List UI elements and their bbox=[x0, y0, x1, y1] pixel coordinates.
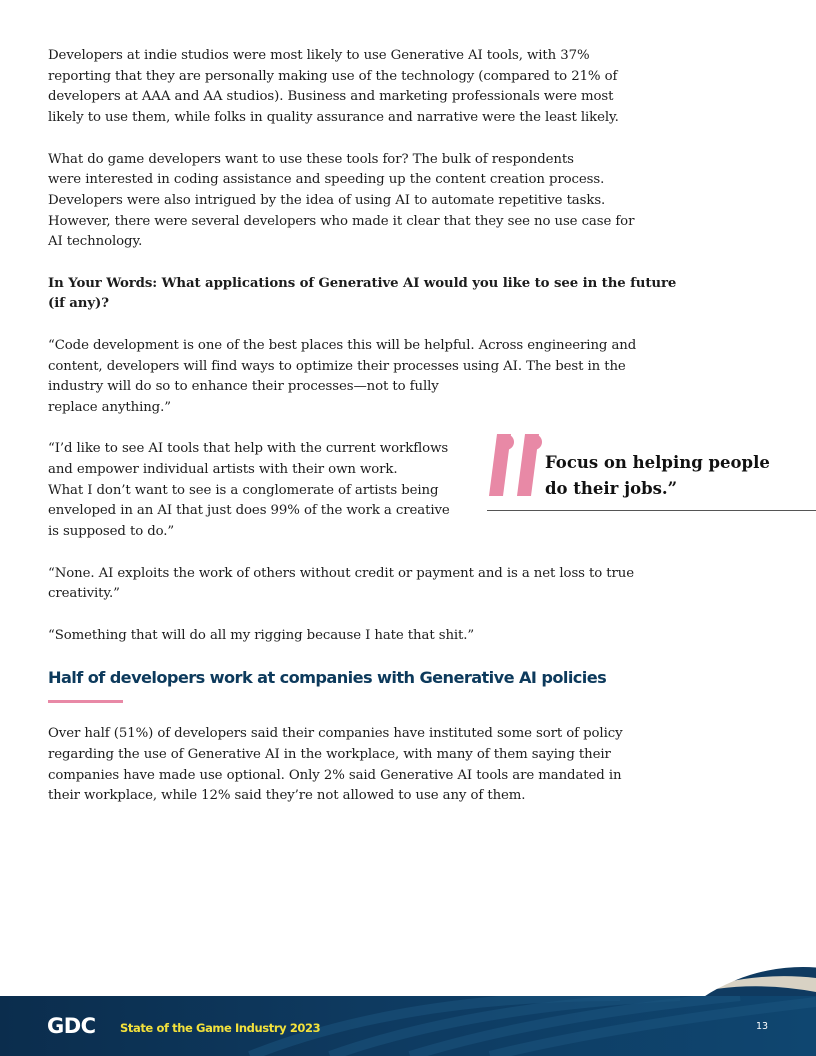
text-line: creativity.” bbox=[48, 586, 120, 602]
pull-quote-rule bbox=[487, 510, 816, 511]
text-line: What I don’t want to see is a conglomerate of artists being bbox=[48, 482, 439, 498]
paragraph-use-cases bbox=[48, 150, 643, 254]
text-line: reporting that they are personally making use of the technology (compared to 21% of bbox=[48, 68, 618, 84]
text-line: What do game developers want to use these tools for? The bulk of respondents bbox=[48, 151, 574, 167]
text-line: However, there were several developers who made it clear that they see no use case for bbox=[48, 213, 635, 229]
text-line: likely to use them, while folks in quality assurance and narrative were the least likely. bbox=[48, 110, 619, 126]
text-line: “Something that will do all my rigging because I hate that shit.” bbox=[48, 627, 475, 643]
text-line: Focus on helping people bbox=[545, 453, 770, 472]
text-line: (if any)? bbox=[48, 296, 109, 312]
text-line: Developers at indie studios were most likely to use Generative AI tools, with 37% bbox=[48, 48, 590, 63]
text-line: content, developers will find ways to optimize their processes using AI. The best in the bbox=[48, 358, 626, 374]
text-line: enveloped in an AI that just does 99% of the work a creative bbox=[48, 503, 450, 519]
text-line: Developers were also intrigued by the idea of using AI to automate repetitive tasks. bbox=[48, 192, 606, 208]
gdc-logo: GDC bbox=[47, 1014, 96, 1038]
text-line: AI technology. bbox=[48, 234, 143, 250]
page-number: 13 bbox=[756, 1021, 769, 1032]
quote-none bbox=[48, 564, 643, 605]
footer-report-title: State of the Game Industry 2023 bbox=[120, 1021, 321, 1035]
quote-code-development bbox=[48, 336, 643, 419]
quote-rigging bbox=[48, 626, 643, 647]
text-line: companies have made use optional. Only 2% said Generative AI tools are mandated in bbox=[48, 767, 622, 783]
text-line: “Code development is one of the best places this will be helpful. Across engineering and bbox=[48, 337, 637, 353]
text-line: “None. AI exploits the work of others without credit or payment and is a net loss to true bbox=[48, 565, 635, 581]
pull-quote bbox=[487, 430, 816, 512]
text-line: developers at AAA and AA studios). Business and marketing professionals were most bbox=[48, 89, 614, 105]
text-line: do their jobs.” bbox=[545, 479, 678, 498]
text-line: industry will do so to enhance their processes—not to fully bbox=[48, 379, 439, 395]
text-line: their workplace, while 12% said they’re not allowed to use any of them. bbox=[48, 788, 526, 804]
text-line: were interested in coding assistance and speeding up the content creation process. bbox=[48, 172, 605, 188]
text-line: regarding the use of Generative AI in the workplace, with many of them saying their bbox=[48, 747, 611, 762]
paragraph-policies bbox=[48, 724, 643, 807]
text-line: replace anything.” bbox=[48, 399, 171, 415]
paragraph-indie-usage bbox=[48, 46, 643, 129]
text-line: In Your Words: What applications of Generative AI would you like to see in the future bbox=[48, 275, 677, 291]
text-line: and empower individual artists with their own work. bbox=[48, 462, 398, 477]
survey-question bbox=[48, 274, 677, 315]
pull-quote-text bbox=[545, 450, 770, 502]
heading-underline bbox=[48, 700, 123, 703]
quote-ai-tools-workflows bbox=[48, 439, 458, 543]
text-line: is supposed to do.” bbox=[48, 524, 175, 540]
section-heading: Half of developers work at companies with Generative AI policies bbox=[48, 668, 607, 688]
text-line: “I’d like to see AI tools that help with the current workflows bbox=[48, 441, 449, 457]
quote-mark-icon bbox=[487, 432, 543, 498]
text-line: Over half (51%) of developers said their companies have instituted some sort of policy bbox=[48, 726, 623, 742]
page-footer bbox=[0, 996, 816, 1056]
